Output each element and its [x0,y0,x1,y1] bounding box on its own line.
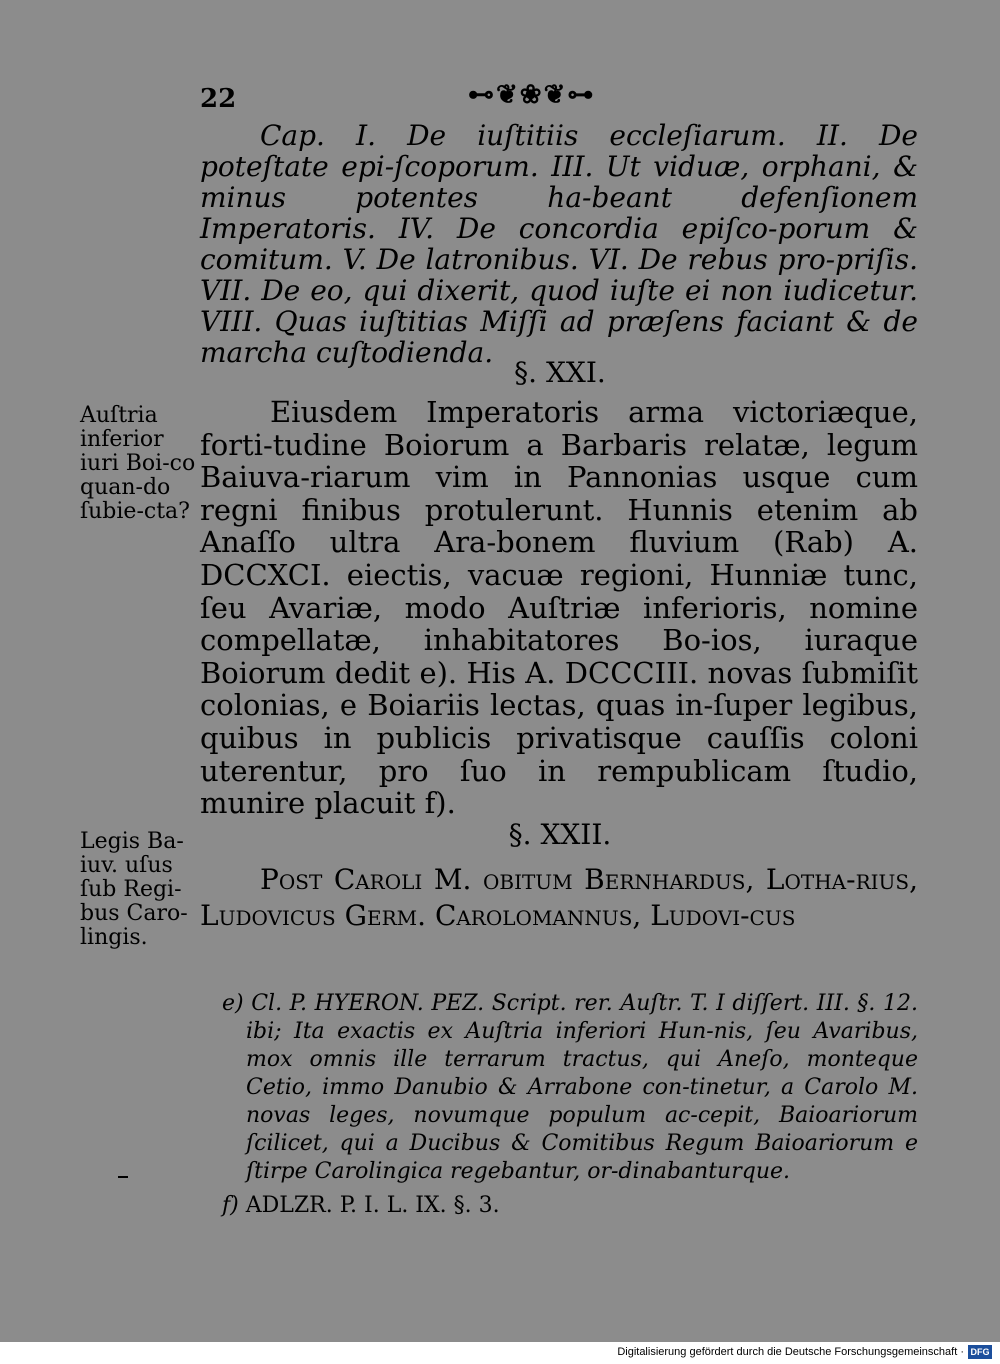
section-heading-22: §. XXII. [508,818,612,851]
marginal-note-21: Auſtria inferior iuri Boi-co quan-do ſubie-cta? [80,403,196,524]
marginal-note-22: Legis Ba-iuv. uſus ſub Regi-bus Caro-lingis. [80,829,188,950]
chapter-list-text: Cap. I. De iuſtitiis eccleſiarum. II. De poteſtate epi-ſcoporum. III. Ut viduæ, orphani, & minus potentes ha-beant defenſionem Imperatoris. IV. De concordia epiſco-porum & comitum. V. De latronibus. VI. De rebus pro-priſis. VII. De eo, qui dixerit, quod iuſte ei non iudicetur. VIII. Quas iuſtitias Miſſi ad præſens faciant & de marcha cuſtodienda. [200,119,918,369]
dfg-logo: DFG [968,1345,992,1359]
page-number: 22 [200,84,237,114]
section-heading-21: §. XXI. [514,356,606,389]
section-21-body [200,396,918,820]
section-21-paragraph: Eiusdem Imperatoris arma victoriæque, forti-tudine Boiorum a Barbaris relatæ, legum Baiuva-riarum vim in Pannonias usque cum regni finibus protulerunt. Hunnis etenim ab Anaſſo ultra Ara-bonem fluvium (Rab) A. DCCXCI. eiectis, vacuæ regioni, Hunniæ tunc, ſeu Avariæ, modo Auſtriæ inferioris, nomine compellatæ, inhabitatores Bo-ios, iuraque Boiorum dedit e). His A. DCCCIII. novas ſubmiſit colonias, e Boiariis lectas, quas in-ſuper legibus, quibus in publicis privatisque cauſſis coloni uterentur, pro ſuo in rempublicam ſtudio, munire placuit f). [200,395,918,821]
header-ornament: ⊷❦❀❦⊶ [468,80,596,110]
section-22-body [200,862,918,934]
margin-dash [118,1176,128,1178]
chapter-list [200,120,918,368]
funding-notice: Digitalisierung gefördert durch die Deutsche Forschungsgemeinschaft · [617,1346,964,1358]
section-22-paragraph: Poſt Caroli M. obitum Bernhardus, Lotha-rius, Ludovicus Germ. Carolomannus, Ludovi-cus [200,863,918,932]
footnote-mark: f) [222,1193,239,1218]
footnote-mark: e) [222,991,244,1016]
footnotes [200,990,918,1226]
footnote-e [200,990,918,1186]
footnote-text: Cl. P. HYERON. PEZ. Script. rer. Auſtr. T. I diſſert. III. §. 12. ibi; Ita exactis ex Auſtria inferiori Hun-nis, ſeu Avaribus, mox omnis ille terrarum tractus, qui Aneſo, monteque Cetio, immo Danubio & Arrabone con-tinetur, a Carolo M. novas leges, novumque populum ac-cepit, Baioariorum ſcilicet, qui a Ducibus & Comitibus Regum Baioariorum e ſtirpe Carolingica regebantur, or-dinabanturque. [246,991,918,1184]
footnote-text: ADLZR. P. I. L. IX. §. 3. [245,1193,500,1218]
footnote-f [200,1192,918,1220]
